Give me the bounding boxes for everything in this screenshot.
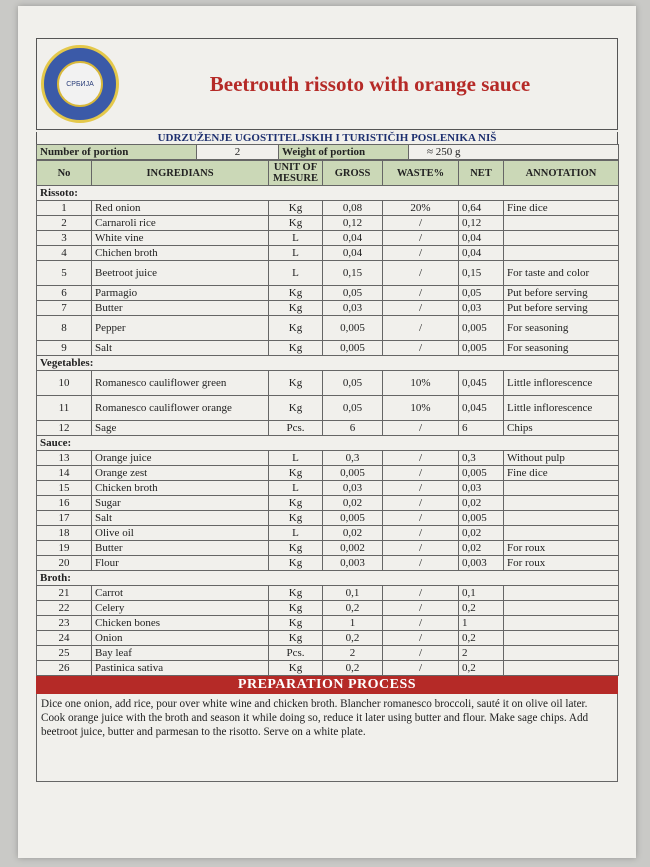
- recipe-header: [36, 38, 618, 130]
- net-amount: 0,045: [459, 371, 504, 396]
- row-number: 10: [37, 371, 92, 396]
- unit-of-measure: Kg: [269, 301, 323, 316]
- ingredient-name: Celery: [92, 601, 269, 616]
- gross-amount: 0,2: [323, 631, 383, 646]
- table-row: [37, 511, 619, 526]
- waste-percent: /: [383, 556, 459, 571]
- gross-amount: 0,05: [323, 396, 383, 421]
- table-row: [37, 201, 619, 216]
- row-number: 22: [37, 601, 92, 616]
- ingredient-name: Romanesco cauliflower green: [92, 371, 269, 396]
- unit-of-measure: Kg: [269, 466, 323, 481]
- section-header: [37, 571, 619, 586]
- row-number: 6: [37, 286, 92, 301]
- row-number: 25: [37, 646, 92, 661]
- portion-weight-value: ≈ 250 g: [409, 145, 619, 160]
- row-number: 19: [37, 541, 92, 556]
- unit-of-measure: Kg: [269, 601, 323, 616]
- unit-of-measure: Pcs.: [269, 646, 323, 661]
- unit-of-measure: Kg: [269, 631, 323, 646]
- annotation: Put before serving: [504, 286, 619, 301]
- gross-amount: 6: [323, 421, 383, 436]
- net-amount: 0,03: [459, 301, 504, 316]
- unit-of-measure: Kg: [269, 316, 323, 341]
- annotation: [504, 586, 619, 601]
- net-amount: 0,03: [459, 481, 504, 496]
- table-row: [37, 231, 619, 246]
- net-amount: 0,2: [459, 601, 504, 616]
- waste-percent: /: [383, 246, 459, 261]
- annotation: Without pulp: [504, 451, 619, 466]
- waste-percent: /: [383, 526, 459, 541]
- row-number: 7: [37, 301, 92, 316]
- logo-center: СРБИЈА: [57, 61, 103, 107]
- table-row: [37, 261, 619, 286]
- waste-percent: /: [383, 511, 459, 526]
- unit-of-measure: Kg: [269, 341, 323, 356]
- ingredient-name: Pepper: [92, 316, 269, 341]
- portion-number-value: 2: [197, 145, 279, 160]
- preparation-text: Dice one onion, add rice, pour over white wine and chicken broth. Blancher romanesco broccoli, sauté it on olive oil later. Cook orange juice with the broth and season it while doing so, reduce it later using butter and flour. Make sage chips. Add beetroot juice, butter and parmesan to the risotto. Serve on a white plate.: [36, 694, 618, 782]
- table-row: [37, 451, 619, 466]
- gross-amount: 0,04: [323, 231, 383, 246]
- row-number: 1: [37, 201, 92, 216]
- annotation: [504, 526, 619, 541]
- waste-percent: /: [383, 496, 459, 511]
- annotation: For seasoning: [504, 341, 619, 356]
- net-amount: 0,15: [459, 261, 504, 286]
- table-row: [37, 631, 619, 646]
- waste-percent: /: [383, 661, 459, 676]
- unit-of-measure: Kg: [269, 586, 323, 601]
- annotation: Fine dice: [504, 201, 619, 216]
- association-logo: [37, 39, 123, 129]
- waste-percent: /: [383, 601, 459, 616]
- gross-amount: 0,2: [323, 601, 383, 616]
- gross-amount: 2: [323, 646, 383, 661]
- unit-of-measure: L: [269, 231, 323, 246]
- gross-amount: 0,005: [323, 511, 383, 526]
- annotation: Fine dice: [504, 466, 619, 481]
- ingredient-name: Butter: [92, 301, 269, 316]
- row-number: 15: [37, 481, 92, 496]
- row-number: 24: [37, 631, 92, 646]
- row-number: 17: [37, 511, 92, 526]
- gross-amount: 0,02: [323, 496, 383, 511]
- waste-percent: /: [383, 586, 459, 601]
- gross-amount: 0,04: [323, 246, 383, 261]
- portion-number-label: Number of portion: [37, 145, 197, 160]
- waste-percent: /: [383, 421, 459, 436]
- net-amount: 2: [459, 646, 504, 661]
- unit-of-measure: Kg: [269, 541, 323, 556]
- row-number: 11: [37, 396, 92, 421]
- ingredients-table: [36, 160, 619, 676]
- col-header-no: No: [37, 161, 92, 186]
- table-row: [37, 601, 619, 616]
- annotation: Little inflorescence: [504, 371, 619, 396]
- annotation: [504, 246, 619, 261]
- ingredient-name: Chicken bones: [92, 616, 269, 631]
- ingredient-name: Carnaroli rice: [92, 216, 269, 231]
- gross-amount: 0,3: [323, 451, 383, 466]
- net-amount: 0,02: [459, 496, 504, 511]
- net-amount: 0,005: [459, 316, 504, 341]
- section-name: Vegetables:: [37, 356, 619, 371]
- ingredient-name: Carrot: [92, 586, 269, 601]
- gross-amount: 0,2: [323, 661, 383, 676]
- unit-of-measure: Kg: [269, 616, 323, 631]
- recipe-title: Beetrouth rissoto with orange sauce: [209, 71, 531, 96]
- section-header: [37, 356, 619, 371]
- ingredient-name: Salt: [92, 511, 269, 526]
- gross-amount: 0,12: [323, 216, 383, 231]
- recipe-card: [36, 38, 618, 782]
- annotation: For roux: [504, 556, 619, 571]
- net-amount: 0,2: [459, 661, 504, 676]
- waste-percent: /: [383, 451, 459, 466]
- row-number: 13: [37, 451, 92, 466]
- gross-amount: 0,003: [323, 556, 383, 571]
- unit-of-measure: L: [269, 451, 323, 466]
- waste-percent: /: [383, 541, 459, 556]
- annotation: [504, 481, 619, 496]
- row-number: 2: [37, 216, 92, 231]
- ingredient-name: Sage: [92, 421, 269, 436]
- waste-percent: 10%: [383, 371, 459, 396]
- ingredient-name: Sugar: [92, 496, 269, 511]
- net-amount: 0,003: [459, 556, 504, 571]
- table-row: [37, 496, 619, 511]
- net-amount: 0,64: [459, 201, 504, 216]
- annotation: Chips: [504, 421, 619, 436]
- portion-table: [36, 144, 619, 160]
- col-header-waste: WASTE%: [383, 161, 459, 186]
- ingredient-name: Salt: [92, 341, 269, 356]
- table-row: [37, 246, 619, 261]
- annotation: [504, 496, 619, 511]
- unit-of-measure: Kg: [269, 511, 323, 526]
- gross-amount: 0,1: [323, 586, 383, 601]
- table-header-row: [37, 161, 619, 186]
- table-row: [37, 661, 619, 676]
- paper-sheet: [18, 6, 636, 858]
- ingredient-name: Olive oil: [92, 526, 269, 541]
- waste-percent: 20%: [383, 201, 459, 216]
- row-number: 3: [37, 231, 92, 246]
- col-header-annotation: ANNOTATION: [504, 161, 619, 186]
- ingredient-name: Parmagio: [92, 286, 269, 301]
- annotation: Little inflorescence: [504, 396, 619, 421]
- unit-of-measure: Kg: [269, 556, 323, 571]
- row-number: 14: [37, 466, 92, 481]
- table-row: [37, 396, 619, 421]
- ingredient-name: Chicken broth: [92, 481, 269, 496]
- annotation: For taste and color: [504, 261, 619, 286]
- net-amount: 0,3: [459, 451, 504, 466]
- annotation: [504, 231, 619, 246]
- section-name: Broth:: [37, 571, 619, 586]
- ingredient-name: Flour: [92, 556, 269, 571]
- row-number: 26: [37, 661, 92, 676]
- ingredient-name: Orange zest: [92, 466, 269, 481]
- ingredient-name: Beetroot juice: [92, 261, 269, 286]
- gross-amount: 1: [323, 616, 383, 631]
- gross-amount: 0,005: [323, 341, 383, 356]
- organization-name: UDRZUŽENJE UGOSTITELJSKIH I TURISTIČIH POSLENIKA NIŠ: [36, 132, 618, 144]
- table-row: [37, 526, 619, 541]
- row-number: 4: [37, 246, 92, 261]
- waste-percent: /: [383, 631, 459, 646]
- unit-of-measure: L: [269, 481, 323, 496]
- ingredient-name: Onion: [92, 631, 269, 646]
- net-amount: 0,2: [459, 631, 504, 646]
- table-row: [37, 466, 619, 481]
- waste-percent: 10%: [383, 396, 459, 421]
- ingredient-name: Orange juice: [92, 451, 269, 466]
- gross-amount: 0,02: [323, 526, 383, 541]
- ingredient-name: Romanesco cauliflower orange: [92, 396, 269, 421]
- waste-percent: /: [383, 466, 459, 481]
- unit-of-measure: Kg: [269, 286, 323, 301]
- net-amount: 6: [459, 421, 504, 436]
- annotation: [504, 631, 619, 646]
- table-row: [37, 301, 619, 316]
- preparation-title: PREPARATION PROCESS: [36, 676, 618, 694]
- net-amount: 0,12: [459, 216, 504, 231]
- waste-percent: /: [383, 481, 459, 496]
- unit-of-measure: L: [269, 246, 323, 261]
- ingredient-name: Bay leaf: [92, 646, 269, 661]
- gross-amount: 0,08: [323, 201, 383, 216]
- waste-percent: /: [383, 231, 459, 246]
- ingredient-name: Butter: [92, 541, 269, 556]
- table-row: [37, 216, 619, 231]
- annotation: For seasoning: [504, 316, 619, 341]
- section-header: [37, 186, 619, 201]
- portion-weight-label: Weight of portion: [279, 145, 409, 160]
- table-row: [37, 646, 619, 661]
- net-amount: 0,04: [459, 246, 504, 261]
- table-row: [37, 421, 619, 436]
- ingredient-name: Pastinica sativa: [92, 661, 269, 676]
- annotation: [504, 216, 619, 231]
- gross-amount: 0,005: [323, 466, 383, 481]
- row-number: 8: [37, 316, 92, 341]
- row-number: 23: [37, 616, 92, 631]
- row-number: 5: [37, 261, 92, 286]
- gross-amount: 0,05: [323, 371, 383, 396]
- unit-of-measure: Pcs.: [269, 421, 323, 436]
- net-amount: 0,1: [459, 586, 504, 601]
- unit-of-measure: Kg: [269, 396, 323, 421]
- net-amount: 0,005: [459, 341, 504, 356]
- col-header-net: NET: [459, 161, 504, 186]
- col-header-unit: UNIT OF MESURE: [269, 161, 323, 186]
- net-amount: 0,04: [459, 231, 504, 246]
- table-row: [37, 541, 619, 556]
- gross-amount: 0,002: [323, 541, 383, 556]
- table-row: [37, 556, 619, 571]
- unit-of-measure: L: [269, 261, 323, 286]
- annotation: [504, 601, 619, 616]
- table-row: [37, 316, 619, 341]
- unit-of-measure: Kg: [269, 201, 323, 216]
- net-amount: 0,005: [459, 511, 504, 526]
- gross-amount: 0,03: [323, 481, 383, 496]
- section-header: [37, 436, 619, 451]
- unit-of-measure: Kg: [269, 661, 323, 676]
- waste-percent: /: [383, 301, 459, 316]
- table-row: [37, 616, 619, 631]
- unit-of-measure: L: [269, 526, 323, 541]
- ingredient-name: White vine: [92, 231, 269, 246]
- col-header-ingredients: INGREDIANS: [92, 161, 269, 186]
- annotation: [504, 646, 619, 661]
- ingredients-body: [37, 186, 619, 676]
- row-number: 21: [37, 586, 92, 601]
- net-amount: 0,045: [459, 396, 504, 421]
- gross-amount: 0,03: [323, 301, 383, 316]
- table-row: [37, 586, 619, 601]
- net-amount: 0,05: [459, 286, 504, 301]
- waste-percent: /: [383, 316, 459, 341]
- annotation: For roux: [504, 541, 619, 556]
- ingredient-name: Chichen broth: [92, 246, 269, 261]
- table-row: [37, 371, 619, 396]
- waste-percent: /: [383, 261, 459, 286]
- section-name: Rissoto:: [37, 186, 619, 201]
- table-row: [37, 286, 619, 301]
- net-amount: 0,02: [459, 541, 504, 556]
- row-number: 18: [37, 526, 92, 541]
- unit-of-measure: Kg: [269, 496, 323, 511]
- annotation: [504, 511, 619, 526]
- waste-percent: /: [383, 646, 459, 661]
- waste-percent: /: [383, 286, 459, 301]
- annotation: Put before serving: [504, 301, 619, 316]
- row-number: 9: [37, 341, 92, 356]
- annotation: [504, 616, 619, 631]
- waste-percent: /: [383, 216, 459, 231]
- row-number: 16: [37, 496, 92, 511]
- net-amount: 0,02: [459, 526, 504, 541]
- section-name: Sauce:: [37, 436, 619, 451]
- waste-percent: /: [383, 616, 459, 631]
- gross-amount: 0,005: [323, 316, 383, 341]
- table-row: [37, 481, 619, 496]
- net-amount: 0,005: [459, 466, 504, 481]
- row-number: 12: [37, 421, 92, 436]
- logo-seal-icon: [41, 45, 119, 123]
- annotation: [504, 661, 619, 676]
- unit-of-measure: Kg: [269, 371, 323, 396]
- waste-percent: /: [383, 341, 459, 356]
- gross-amount: 0,05: [323, 286, 383, 301]
- gross-amount: 0,15: [323, 261, 383, 286]
- unit-of-measure: Kg: [269, 216, 323, 231]
- col-header-gross: GROSS: [323, 161, 383, 186]
- table-row: [37, 341, 619, 356]
- row-number: 20: [37, 556, 92, 571]
- ingredient-name: Red onion: [92, 201, 269, 216]
- net-amount: 1: [459, 616, 504, 631]
